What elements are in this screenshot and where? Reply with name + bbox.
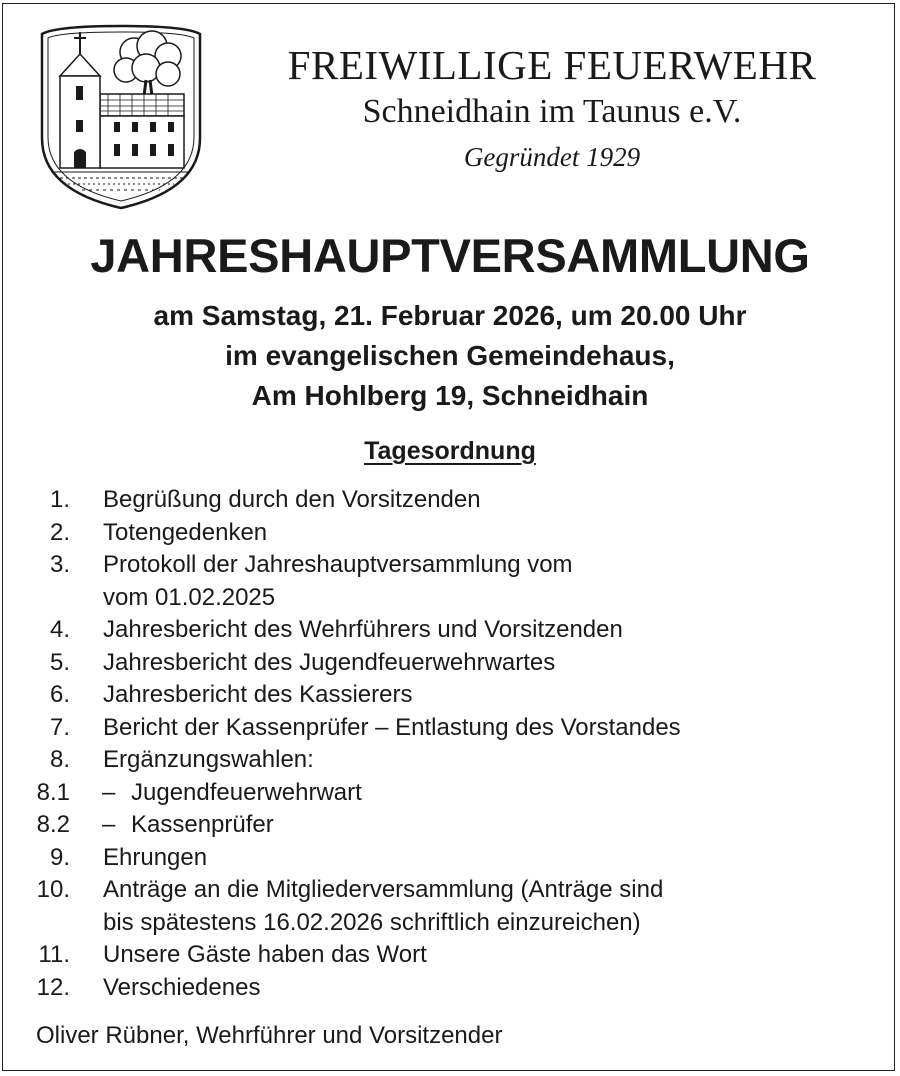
agenda-item-text: Jahresbericht des Kassierers	[103, 681, 413, 708]
agenda-item	[0, 972, 900, 1005]
agenda-item-number: 8.	[49, 746, 70, 773]
agenda-item-text: Bericht der Kassenprüfer – Entlastung des Vorstandes	[103, 713, 681, 741]
agenda-item	[0, 874, 900, 907]
agenda-item-number: 4.	[49, 616, 70, 643]
agenda-item	[0, 647, 900, 680]
date-line: am Samstag, 21. Februar 2026, um 20.00 Uhr	[153, 300, 747, 331]
agenda-item	[0, 484, 900, 517]
agenda-item-number: 10.	[36, 876, 70, 903]
agenda-item-number: 12.	[36, 973, 70, 1001]
agenda-item-text: Begrüßung durch den Vorsitzenden	[103, 486, 481, 513]
agenda-item-text: Totengedenken	[103, 518, 268, 546]
signature-line: Oliver Rübner, Wehrführer und Vorsitzender	[36, 1022, 503, 1049]
agenda-item-text: bis spätestens 16.02.2026 schriftlich einzureichen)	[103, 908, 641, 936]
agenda-item	[0, 712, 900, 745]
agenda-item-number: 11.	[38, 941, 70, 968]
agenda-subitem-dash: –	[102, 811, 116, 838]
agenda-heading: Tagesordnung	[364, 437, 536, 465]
agenda-item-text: Ergänzungswahlen:	[103, 746, 314, 773]
agenda-subitem	[0, 777, 900, 810]
agenda-item	[0, 549, 900, 582]
agenda-item-text: Verschiedenes	[103, 973, 261, 1001]
agenda-item-number: 7.	[49, 713, 70, 741]
agenda-item-number: 2.	[49, 518, 70, 546]
agenda-subitem-dash: –	[102, 778, 116, 806]
agenda-item-number: 5.	[49, 648, 70, 676]
agenda-item-text: vom 01.02.2025	[103, 583, 276, 611]
org-subtitle: Schneidhain im Taunus e.V.	[362, 93, 742, 130]
agenda-item-text: Anträge an die Mitgliederversammlung (Anträge sind	[103, 876, 664, 903]
agenda-item-number: 3.	[49, 551, 70, 578]
agenda-item-continuation	[0, 907, 900, 940]
town-crest-icon	[36, 20, 206, 212]
agenda-item-text: Kassenprüfer	[131, 811, 274, 838]
agenda-item-text: Ehrungen	[103, 843, 208, 871]
agenda-item	[0, 679, 900, 712]
agenda-item-number: 8.1	[36, 778, 70, 806]
notice-title: JAHRESHAUPTVERSAMMLUNG	[90, 229, 810, 282]
agenda-item	[0, 842, 900, 875]
agenda-item-number: 1.	[49, 486, 70, 513]
agenda-item-number: 8.2	[36, 811, 70, 838]
venue-line: im evangelischen Gemeindehaus,	[225, 340, 675, 371]
agenda-item-continuation	[0, 582, 900, 615]
address-line: Am Hohlberg 19, Schneidhain	[251, 380, 649, 411]
agenda-item-number: 9.	[49, 843, 70, 871]
agenda-item-number: 6.	[49, 681, 70, 708]
agenda-item-text: Unsere Gäste haben das Wort	[103, 941, 427, 968]
agenda-item	[0, 939, 900, 972]
agenda-subitem	[0, 809, 900, 842]
agenda-item	[0, 517, 900, 550]
agenda-list	[0, 484, 900, 1004]
agenda-item-text: Protokoll der Jahreshauptversammlung vom	[103, 551, 573, 578]
agenda-item-text: Jahresbericht des Wehrführers und Vorsitzenden	[103, 616, 623, 643]
agenda-item	[0, 744, 900, 777]
agenda-item-text: Jugendfeuerwehrwart	[131, 778, 362, 806]
agenda-item-text: Jahresbericht des Jugendfeuerwehrwartes	[103, 648, 556, 676]
org-name: FREIWILLIGE FEUERWEHR	[287, 42, 817, 88]
founded-line: Gegründet 1929	[463, 142, 641, 172]
agenda-item	[0, 614, 900, 647]
